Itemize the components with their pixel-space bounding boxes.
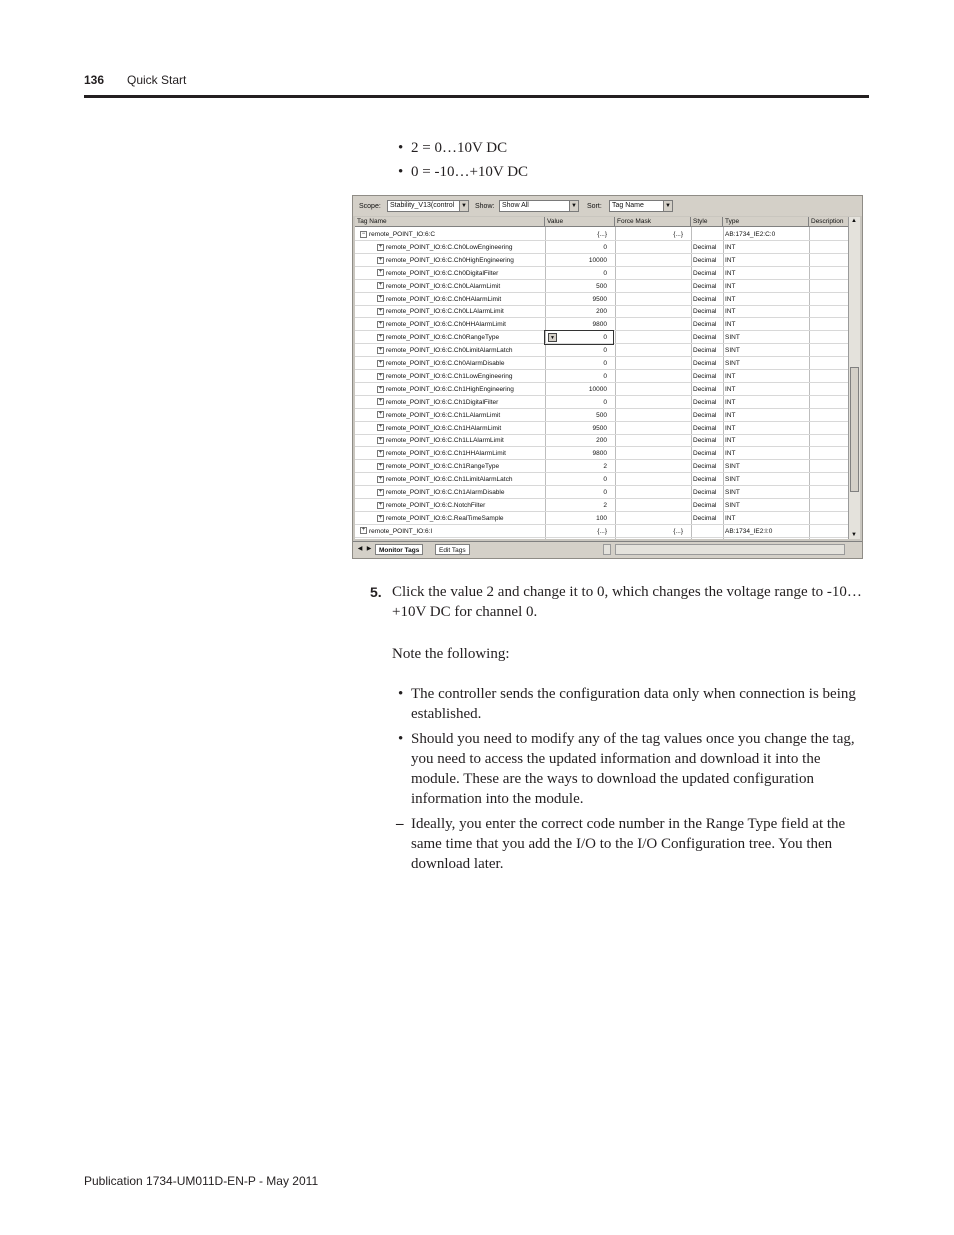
value-cell[interactable]: 0 [603,243,607,251]
tab-scroll-right-icon[interactable]: ▶ [366,546,372,552]
tag-name-cell[interactable] [355,305,543,318]
value-cell[interactable]: 9800 [592,321,607,329]
value-cell[interactable]: {...} [597,527,607,535]
description-cell[interactable] [809,280,849,293]
column-header-force-mask[interactable]: Force Mask [615,217,691,227]
description-cell[interactable] [809,473,849,486]
column-header-tag-name[interactable]: Tag Name [355,217,545,227]
horizontal-scrollbar-left[interactable] [603,544,611,555]
type-cell[interactable]: INT [725,437,736,445]
tag-name-cell[interactable] [355,331,543,344]
table-row[interactable] [355,486,849,499]
table-row[interactable] [355,447,849,460]
expand-icon[interactable]: + [378,488,383,495]
value-cell[interactable]: {...} [597,231,607,238]
description-cell[interactable] [809,422,849,435]
tag-name: remote_POINT_IO:6:C.Ch1RangeType [386,463,500,471]
table-row[interactable] [355,267,849,280]
scroll-down-icon[interactable]: ▼ [851,532,857,538]
tag-name: remote_POINT_IO:6:C.Ch1LLAlarmLimit [386,437,504,445]
type-cell[interactable]: INT [725,282,736,290]
note-intro: Note the following: [392,646,510,662]
force-mask-cell[interactable] [615,447,689,460]
tag-name: remote_POINT_IO:6:C.Ch0RangeType [386,334,500,342]
table-row[interactable] [355,293,849,306]
tag-name-cell[interactable] [355,383,543,396]
type-cell[interactable]: AB:1734_IE2:I:0 [725,527,773,535]
style-cell[interactable]: Decimal [693,489,717,496]
style-cell[interactable]: Decimal [693,501,717,509]
type-cell[interactable]: INT [725,308,736,316]
type-cell[interactable]: INT [725,295,736,303]
range-option: • 0 = -10…+10V DC [398,160,528,184]
type-cell[interactable]: INT [725,424,736,432]
value-cell[interactable]: 0 [603,269,607,277]
description-cell[interactable] [809,409,849,422]
value-cell[interactable]: 0 [603,398,607,406]
table-row[interactable] [355,305,849,318]
tag-name: remote_POINT_IO:6:C.NotchFilter [386,501,486,509]
description-cell[interactable] [809,525,849,538]
description-cell[interactable] [809,460,849,473]
type-cell[interactable]: SINT [725,360,740,367]
tag-name: remote_POINT_IO:6:C.Ch0LAlarmLimit [386,282,501,290]
description-cell[interactable] [809,370,849,383]
force-mask-cell[interactable] [615,331,689,344]
show-label: Show: [475,203,495,210]
style-cell[interactable]: Decimal [693,463,717,471]
description-cell[interactable] [809,447,849,460]
table-row[interactable] [355,344,849,357]
column-header-description[interactable]: Description [809,217,849,227]
value-cell[interactable]: 500 [596,282,607,290]
style-cell[interactable]: Decimal [693,372,717,380]
style-cell[interactable]: Decimal [693,282,717,290]
table-row[interactable] [355,318,849,331]
description-cell[interactable] [809,331,849,344]
type-cell[interactable]: INT [725,269,736,277]
style-cell[interactable] [691,525,721,538]
value-cell[interactable]: 10000 [588,256,607,264]
type-cell[interactable]: SINT [725,476,740,484]
expand-icon[interactable]: + [378,462,383,469]
chevron-down-icon[interactable]: ▼ [459,201,468,211]
tag-grid [355,217,849,539]
page-header [84,73,869,99]
tag-name-cell[interactable] [355,344,543,357]
description-cell[interactable] [809,357,849,370]
force-mask-cell[interactable] [615,293,689,306]
type-cell[interactable]: INT [725,372,736,380]
style-cell[interactable]: Decimal [693,295,717,303]
type-cell[interactable]: INT [725,256,736,264]
tag-toolbar [353,196,862,216]
force-mask-cell[interactable] [615,460,689,473]
tag-name: remote_POINT_IO:6:C.Ch1LAlarmLimit [386,411,501,419]
expand-icon[interactable]: + [378,385,383,392]
tab-edit-tags[interactable]: Edit Tags [435,544,470,555]
table-row[interactable] [355,241,849,254]
force-mask-cell[interactable] [615,280,689,293]
table-row[interactable] [355,228,849,241]
force-mask-cell[interactable] [615,318,689,331]
chevron-down-icon[interactable]: ▼ [663,201,672,211]
table-row[interactable] [355,383,849,396]
tag-name: remote_POINT_IO:6:C.Ch0HAlarmLimit [386,295,502,303]
range-option: • 2 = 0…10V DC [398,136,528,160]
tag-name: remote_POINT_IO:6:C.Ch1HighEngineering [386,385,514,393]
tag-name: remote_POINT_IO:6:C [369,231,436,238]
tag-name-cell[interactable] [355,396,543,409]
table-row[interactable] [355,254,849,267]
table-row[interactable] [355,331,849,344]
table-row[interactable] [355,434,849,447]
value-cell[interactable]: 0 [603,476,607,484]
value-cell[interactable]: 9500 [592,424,607,432]
force-mask-cell[interactable] [615,486,689,499]
style-cell[interactable]: Decimal [693,347,717,355]
style-cell[interactable]: Decimal [693,243,717,251]
sort-label: Sort: [587,203,602,210]
expand-icon[interactable]: + [378,256,383,263]
table-row[interactable] [355,460,849,473]
force-mask-cell[interactable] [615,357,689,370]
style-cell[interactable]: Decimal [693,269,717,277]
expand-icon[interactable]: + [378,269,383,276]
table-row[interactable] [355,473,849,486]
style-cell[interactable]: Decimal [693,437,717,445]
type-cell[interactable]: SINT [725,489,740,496]
force-mask-cell[interactable] [615,370,689,383]
force-mask-cell[interactable] [615,499,689,512]
table-row[interactable] [355,499,849,512]
type-cell[interactable]: SINT [725,347,740,355]
force-mask-cell[interactable] [615,267,689,280]
style-cell[interactable]: Decimal [693,256,717,264]
expand-icon[interactable]: + [378,398,383,405]
description-cell[interactable] [809,293,849,306]
description-cell[interactable] [809,305,849,318]
note-item: • The controller sends the configuration data only when connection is being established. [398,684,868,725]
description-cell[interactable] [809,396,849,409]
tag-name: remote_POINT_IO:6:C.Ch0AlarmDisable [386,360,505,367]
sort-select[interactable] [609,200,673,212]
scroll-thumb[interactable] [850,367,859,492]
expand-icon[interactable]: + [378,424,383,431]
description-cell[interactable] [809,254,849,267]
expand-icon[interactable]: + [378,359,383,366]
tag-name: remote_POINT_IO:6:C.Ch1HAlarmLimit [386,424,502,432]
force-mask-cell[interactable] [615,512,689,525]
expand-icon[interactable]: + [361,527,366,534]
style-cell[interactable]: Decimal [693,424,717,432]
expand-icon[interactable]: + [378,411,383,418]
collapse-icon[interactable]: − [361,230,366,237]
tag-name-cell[interactable] [355,267,543,280]
expand-icon[interactable]: + [378,295,383,302]
type-cell[interactable]: INT [725,385,736,393]
expand-icon[interactable]: + [378,475,383,482]
tag-name: remote_POINT_IO:6:C.Ch0HHAlarmLimit [386,321,506,329]
description-cell[interactable] [809,344,849,357]
tag-name-cell[interactable] [355,370,543,383]
tag-name: remote_POINT_IO:6:C.Ch1AlarmDisable [386,489,505,496]
force-mask-cell[interactable] [615,473,689,486]
tag-name: remote_POINT_IO:6:C.Ch1DigitalFilter [386,398,499,406]
tag-name: remote_POINT_IO:6:C.Ch1HHAlarmLimit [386,450,506,458]
tag-name-cell[interactable] [355,447,543,460]
type-cell[interactable]: INT [725,514,736,522]
tag-name-cell[interactable] [355,422,543,435]
column-header-type[interactable]: Type [723,217,809,227]
horizontal-scrollbar-right[interactable] [615,544,845,555]
force-mask-cell[interactable]: {...} [673,527,683,535]
tag-name-cell[interactable] [355,228,543,241]
value-cell[interactable]: 10000 [588,385,607,393]
description-cell[interactable] [809,318,849,331]
description-cell[interactable] [809,228,849,241]
step-number: 5. [370,584,382,600]
value-cell[interactable]: 100 [596,514,607,522]
section-title: Quick Start [127,73,187,87]
style-cell[interactable]: Decimal [693,321,717,329]
force-mask-cell[interactable] [615,383,689,396]
type-cell[interactable]: INT [725,450,736,458]
type-cell[interactable]: INT [725,243,736,251]
tag-name-cell[interactable] [355,357,543,370]
force-mask-cell[interactable] [615,409,689,422]
scope-label: Scope: [359,203,381,210]
value-cell[interactable]: 200 [596,437,607,445]
expand-icon[interactable]: + [378,372,383,379]
description-cell[interactable] [809,434,849,447]
type-cell[interactable]: SINT [725,501,740,509]
force-mask-cell[interactable] [615,241,689,254]
tag-name-cell[interactable] [355,473,543,486]
tag-name: remote_POINT_IO:6:C.Ch0LLAlarmLimit [386,308,504,316]
expand-icon[interactable]: + [378,243,383,250]
dash-note-item: – Ideally, you enter the correct code number in the Range Type field at the same time that you add the I/O to the I/O Configuration tree. You then download later. [398,814,868,875]
tag-name: remote_POINT_IO:6:C.Ch0LowEngineering [386,243,513,251]
tab-bar [353,541,862,558]
chevron-down-icon[interactable]: ▼ [569,201,578,211]
force-mask-cell[interactable] [615,434,689,447]
publication-footer: Publication 1734-UM011D-EN-P - May 2011 [84,1174,319,1188]
tag-name-cell[interactable] [355,280,543,293]
note-item: • Should you need to modify any of the tag values once you change the tag, you need to access the updated information and download it into the module. These are the ways to download the updated configuration information into the module. [398,729,868,810]
style-cell[interactable]: Decimal [693,334,717,342]
tag-name: remote_POINT_IO:6:I [369,527,433,535]
table-row[interactable] [355,357,849,370]
range-options-list [398,136,528,184]
tag-name-cell[interactable] [355,293,543,306]
table-row[interactable] [355,396,849,409]
tag-name: remote_POINT_IO:6:C.Ch1LowEngineering [386,372,513,380]
type-cell[interactable]: AB:1734_IE2:C:0 [725,231,776,238]
tab-monitor-tags[interactable]: Monitor Tags [375,544,423,555]
force-mask-cell[interactable] [615,344,689,357]
expand-icon[interactable]: + [378,437,383,444]
style-cell[interactable]: Decimal [693,398,717,406]
table-row[interactable] [355,512,849,525]
show-select[interactable] [499,200,579,212]
table-row[interactable] [355,525,849,538]
style-cell[interactable]: Decimal [693,411,717,419]
value-cell[interactable]: 0 [545,331,613,344]
show-value: Show All [502,202,529,209]
table-row[interactable] [355,422,849,435]
expand-icon[interactable]: + [378,514,383,521]
tag-name-cell[interactable] [355,512,543,525]
scroll-up-icon[interactable]: ▲ [851,218,857,224]
force-mask-cell[interactable] [615,254,689,267]
style-cell[interactable]: Decimal [693,385,717,393]
tag-name: remote_POINT_IO:6:C.RealTimeSample [386,514,504,522]
notes-list [398,684,868,879]
style-cell[interactable]: Decimal [693,450,717,458]
description-cell[interactable] [809,267,849,280]
tag-name-cell[interactable] [355,499,543,512]
column-header-value[interactable]: Value [545,217,615,227]
scope-value: Stability_V13(control [390,202,455,209]
tab-scroll-left-icon[interactable]: ◀ [357,546,363,552]
style-cell[interactable]: Decimal [693,476,717,484]
tag-name-cell[interactable] [355,241,543,254]
step-text: Click the value 2 and change it to 0, which changes the voltage range to -10…+10V DC for channel 0. [392,584,862,620]
chevron-down-icon[interactable]: ▼ [548,333,557,342]
type-cell[interactable]: SINT [725,463,740,471]
expand-icon[interactable]: + [378,282,383,289]
value-cell[interactable]: 500 [596,411,607,419]
value-cell[interactable]: 0 [603,360,607,367]
tag-name: remote_POINT_IO:6:C.Ch0HighEngineering [386,256,514,264]
value-cell[interactable]: 2 [603,463,607,471]
description-cell[interactable] [809,499,849,512]
expand-icon[interactable]: + [378,346,383,353]
expand-icon[interactable]: + [378,501,383,508]
expand-icon[interactable]: + [378,321,383,328]
style-cell[interactable]: Decimal [693,308,717,316]
value-cell[interactable]: 9800 [592,450,607,458]
value-cell[interactable]: 200 [596,308,607,316]
style-cell[interactable]: Decimal [693,514,717,522]
header-rule [84,95,869,98]
tag-name-cell[interactable] [355,486,543,499]
sort-value: Tag Name [612,202,644,209]
value-cell[interactable]: 0 [603,347,607,355]
expand-icon[interactable]: + [378,450,383,457]
type-cell[interactable]: INT [725,321,736,329]
tag-name-cell[interactable] [355,254,543,267]
tag-name-cell[interactable] [355,460,543,473]
style-cell[interactable] [691,228,721,241]
type-cell[interactable]: SINT [725,334,740,342]
value-cell[interactable]: 0 [603,372,607,380]
value-cell[interactable]: 9500 [592,295,607,303]
expand-icon[interactable]: + [378,333,383,340]
tag-editor-screenshot [352,195,863,559]
tag-name-cell[interactable] [355,525,543,538]
style-cell[interactable]: Decimal [693,360,717,367]
tag-name: remote_POINT_IO:6:C.Ch0LimitAlarmLatch [386,347,513,355]
description-cell[interactable] [809,383,849,396]
column-header-style[interactable]: Style [691,217,723,227]
value-cell[interactable]: 2 [603,501,607,509]
description-cell[interactable] [809,512,849,525]
force-mask-cell[interactable] [615,305,689,318]
table-row[interactable] [355,370,849,383]
vertical-scrollbar[interactable] [848,217,860,539]
scope-select[interactable] [387,200,469,212]
force-mask-cell[interactable] [615,396,689,409]
tag-name: remote_POINT_IO:6:C.Ch1LimitAlarmLatch [386,476,513,484]
type-cell[interactable]: INT [725,411,736,419]
table-row[interactable] [355,409,849,422]
tag-name: remote_POINT_IO:6:C.Ch0DigitalFilter [386,269,499,277]
table-row[interactable] [355,280,849,293]
page-number: 136 [84,73,105,87]
force-mask-cell[interactable] [615,422,689,435]
tag-name-cell[interactable] [355,409,543,422]
value-cell[interactable]: 0 [603,489,607,496]
grid-header [355,217,849,227]
type-cell[interactable]: INT [725,398,736,406]
description-cell[interactable] [809,486,849,499]
tag-name-cell[interactable] [355,318,543,331]
expand-icon[interactable]: + [378,308,383,315]
force-mask-cell[interactable]: {...} [673,231,683,238]
description-cell[interactable] [809,241,849,254]
tag-name-cell[interactable] [355,434,543,447]
